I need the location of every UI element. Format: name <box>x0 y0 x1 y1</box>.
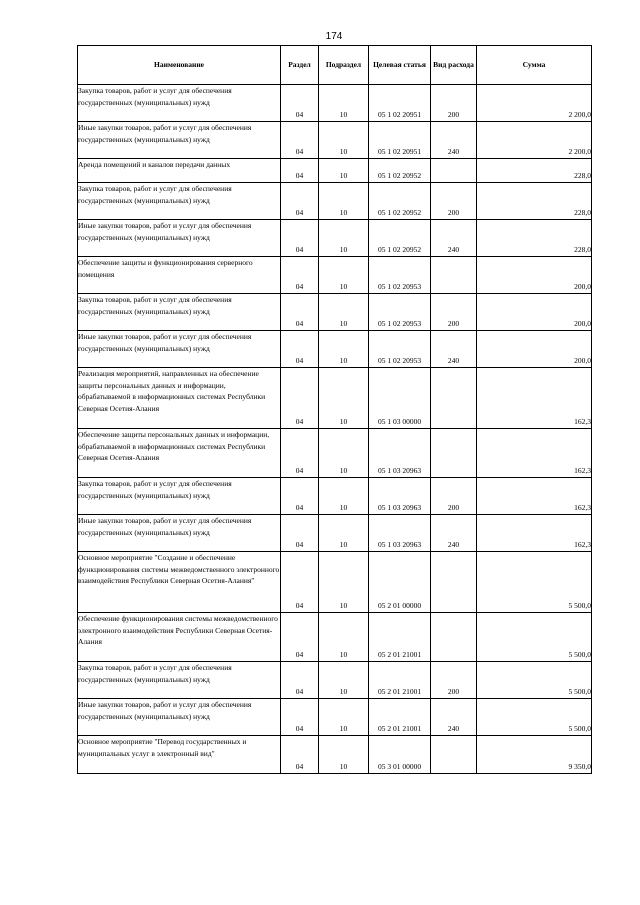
cell-target-article: 05 3 01 00000 <box>369 736 431 774</box>
cell-expense-type <box>431 159 477 183</box>
cell-target-article: 05 1 03 20963 <box>369 515 431 552</box>
cell-subsection: 10 <box>319 662 369 699</box>
cell-target-article: 05 2 01 21001 <box>369 662 431 699</box>
cell-amount: 200,0 <box>477 294 592 331</box>
table-row <box>78 368 592 429</box>
cell-expense-type: 200 <box>431 294 477 331</box>
cell-section: 04 <box>281 257 319 294</box>
cell-section: 04 <box>281 159 319 183</box>
cell-section: 04 <box>281 122 319 159</box>
cell-subsection: 10 <box>319 85 369 122</box>
cell-amount: 9 350,0 <box>477 736 592 774</box>
cell-target-article: 05 1 02 20952 <box>369 159 431 183</box>
cell-subsection: 10 <box>319 478 369 515</box>
cell-subsection: 10 <box>319 294 369 331</box>
cell-target-article: 05 2 01 21001 <box>369 613 431 662</box>
cell-target-article: 05 1 02 20952 <box>369 183 431 220</box>
cell-amount: 200,0 <box>477 257 592 294</box>
cell-target-article: 05 1 03 20963 <box>369 478 431 515</box>
cell-expense-type: 200 <box>431 662 477 699</box>
cell-name: Закупка товаров, работ и услуг для обеспечения государственных (муниципальных) нужд <box>78 478 281 515</box>
cell-amount: 228,0 <box>477 159 592 183</box>
header-target-article: Целевая статья <box>369 46 431 85</box>
cell-subsection: 10 <box>319 159 369 183</box>
cell-expense-type: 200 <box>431 183 477 220</box>
cell-amount: 228,0 <box>477 183 592 220</box>
cell-amount: 162,3 <box>477 429 592 478</box>
cell-section: 04 <box>281 429 319 478</box>
cell-expense-type: 240 <box>431 331 477 368</box>
table-row <box>78 257 592 294</box>
header-name: Наименование <box>78 46 281 85</box>
cell-name: Основное мероприятие "Перевод государственных и муниципальных услуг в электронный вид" <box>78 736 281 774</box>
header-amount: Сумма <box>477 46 592 85</box>
cell-name: Иные закупки товаров, работ и услуг для обеспечения государственных (муниципальных) нужд <box>78 122 281 159</box>
cell-target-article: 05 1 02 20951 <box>369 122 431 159</box>
cell-target-article: 05 1 02 20952 <box>369 220 431 257</box>
cell-amount: 2 200,0 <box>477 122 592 159</box>
cell-section: 04 <box>281 183 319 220</box>
cell-target-article: 05 2 01 00000 <box>369 552 431 613</box>
cell-name: Закупка товаров, работ и услуг для обеспечения государственных (муниципальных) нужд <box>78 183 281 220</box>
cell-target-article: 05 2 01 21001 <box>369 699 431 736</box>
cell-name: Реализация мероприятий, направленных на обеспечение защиты персональных данных и информации, обрабатываемой в информационных системах Республики Северная Осетия-Алания <box>78 368 281 429</box>
table-row <box>78 552 592 613</box>
cell-amount: 5 500,0 <box>477 613 592 662</box>
table-row <box>78 613 592 662</box>
header-section: Раздел <box>281 46 319 85</box>
cell-expense-type <box>431 257 477 294</box>
cell-name: Основное мероприятие "Создание и обеспечение функционирования системы межведомственного электронного взаимодействия Республики Северная Осетия-Алания" <box>78 552 281 613</box>
table-row <box>78 699 592 736</box>
cell-subsection: 10 <box>319 122 369 159</box>
cell-name: Аренда помещений и каналов передачи данных <box>78 159 281 183</box>
cell-section: 04 <box>281 331 319 368</box>
cell-subsection: 10 <box>319 331 369 368</box>
cell-amount: 5 500,0 <box>477 552 592 613</box>
cell-subsection: 10 <box>319 183 369 220</box>
cell-section: 04 <box>281 368 319 429</box>
budget-table <box>77 45 592 774</box>
cell-name: Иные закупки товаров, работ и услуг для обеспечения государственных (муниципальных) нужд <box>78 515 281 552</box>
cell-subsection: 10 <box>319 368 369 429</box>
table-row <box>78 183 592 220</box>
cell-name: Обеспечение защиты персональных данных и информации, обрабатываемой в информационных системах Республики Северная Осетия-Алания <box>78 429 281 478</box>
cell-subsection: 10 <box>319 613 369 662</box>
table-row <box>78 478 592 515</box>
cell-expense-type: 240 <box>431 515 477 552</box>
cell-target-article: 05 1 02 20953 <box>369 331 431 368</box>
cell-section: 04 <box>281 736 319 774</box>
table-row <box>78 220 592 257</box>
header-subsection: Подраздел <box>319 46 369 85</box>
cell-name: Иные закупки товаров, работ и услуг для обеспечения государственных (муниципальных) нужд <box>78 220 281 257</box>
cell-name: Закупка товаров, работ и услуг для обеспечения государственных (муниципальных) нужд <box>78 662 281 699</box>
cell-section: 04 <box>281 699 319 736</box>
cell-target-article: 05 1 03 20963 <box>369 429 431 478</box>
cell-subsection: 10 <box>319 429 369 478</box>
cell-section: 04 <box>281 613 319 662</box>
table-row <box>78 736 592 774</box>
cell-expense-type: 240 <box>431 122 477 159</box>
cell-amount: 5 500,0 <box>477 662 592 699</box>
cell-expense-type <box>431 552 477 613</box>
header-expense-type: Вид расхода <box>431 46 477 85</box>
cell-name: Обеспечение функционирования системы межведомственного электронного взаимодействия Республики Северная Осетия-Алания <box>78 613 281 662</box>
cell-subsection: 10 <box>319 257 369 294</box>
cell-section: 04 <box>281 515 319 552</box>
table-row <box>78 159 592 183</box>
table-row <box>78 515 592 552</box>
cell-expense-type: 240 <box>431 699 477 736</box>
cell-name: Обеспечение защиты и функционирования серверного помещения <box>78 257 281 294</box>
table-header-row <box>78 46 592 85</box>
cell-amount: 5 500,0 <box>477 699 592 736</box>
cell-expense-type <box>431 736 477 774</box>
cell-section: 04 <box>281 85 319 122</box>
cell-target-article: 05 1 02 20953 <box>369 257 431 294</box>
cell-target-article: 05 1 02 20953 <box>369 294 431 331</box>
table-row <box>78 294 592 331</box>
table-row <box>78 331 592 368</box>
cell-expense-type <box>431 613 477 662</box>
cell-expense-type <box>431 429 477 478</box>
table-row <box>78 429 592 478</box>
cell-subsection: 10 <box>319 699 369 736</box>
cell-target-article: 05 1 03 00000 <box>369 368 431 429</box>
cell-section: 04 <box>281 294 319 331</box>
cell-expense-type: 200 <box>431 478 477 515</box>
table-row <box>78 122 592 159</box>
cell-amount: 200,0 <box>477 331 592 368</box>
cell-section: 04 <box>281 662 319 699</box>
cell-amount: 162,3 <box>477 368 592 429</box>
cell-subsection: 10 <box>319 552 369 613</box>
cell-subsection: 10 <box>319 220 369 257</box>
table-row <box>78 662 592 699</box>
cell-amount: 2 200,0 <box>477 85 592 122</box>
cell-name: Закупка товаров, работ и услуг для обеспечения государственных (муниципальных) нужд <box>78 85 281 122</box>
cell-name: Закупка товаров, работ и услуг для обеспечения государственных (муниципальных) нужд <box>78 294 281 331</box>
cell-section: 04 <box>281 552 319 613</box>
cell-expense-type: 240 <box>431 220 477 257</box>
cell-name: Иные закупки товаров, работ и услуг для обеспечения государственных (муниципальных) нужд <box>78 699 281 736</box>
table-row <box>78 85 592 122</box>
cell-amount: 162,3 <box>477 478 592 515</box>
page-number: 174 <box>325 31 343 42</box>
cell-amount: 228,0 <box>477 220 592 257</box>
cell-section: 04 <box>281 220 319 257</box>
cell-name: Иные закупки товаров, работ и услуг для обеспечения государственных (муниципальных) нужд <box>78 331 281 368</box>
cell-section: 04 <box>281 478 319 515</box>
cell-subsection: 10 <box>319 515 369 552</box>
cell-amount: 162,3 <box>477 515 592 552</box>
cell-expense-type: 200 <box>431 85 477 122</box>
cell-target-article: 05 1 02 20951 <box>369 85 431 122</box>
cell-expense-type <box>431 368 477 429</box>
cell-subsection: 10 <box>319 736 369 774</box>
